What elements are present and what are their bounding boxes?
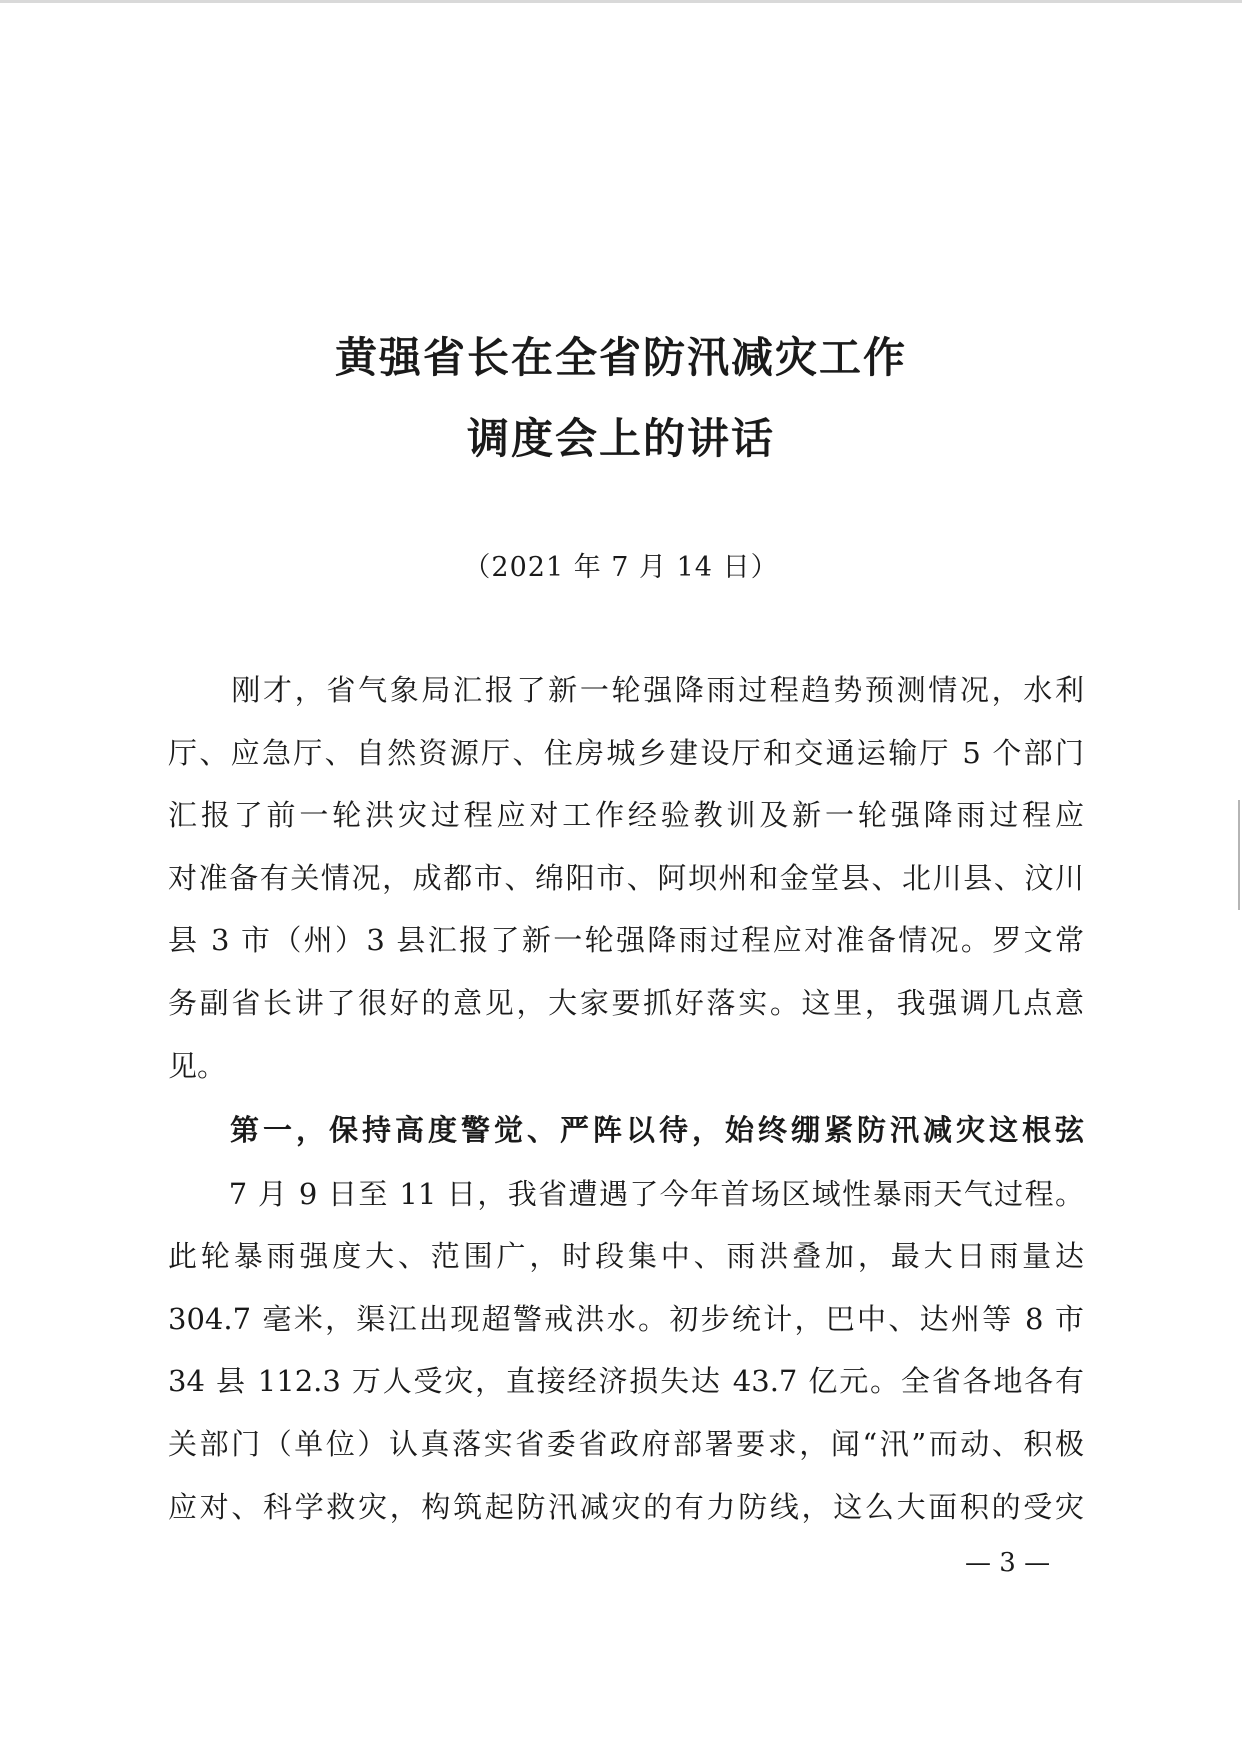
paragraph-2-line-3: 304.7 毫米，渠江出现超警戒洪水。初步统计，巴中、达州等 8 市 bbox=[168, 1302, 1084, 1336]
paragraph-1-line-2: 厅、应急厅、自然资源厅、住房城乡建设厅和交通运输厅 5 个部门 bbox=[168, 736, 1084, 770]
page-number: — 3 — bbox=[965, 1548, 1051, 1578]
paragraph-1-line-5: 县 3 市（州）3 县汇报了新一轮强降雨过程应对准备情况。罗文常 bbox=[168, 923, 1084, 957]
paragraph-2-line-1: 7 月 9 日至 11 日，我省遭遇了今年首场区域性暴雨天气过程。 bbox=[168, 1177, 1084, 1211]
section-heading-1: 第一，保持高度警觉、严阵以待，始终绷紧防汛减灾这根弦 bbox=[230, 1113, 1084, 1147]
scan-edge-top bbox=[0, 0, 1242, 3]
document-title-line-2: 调度会上的讲话 bbox=[466, 414, 775, 463]
paragraph-2-line-5: 关部门（单位）认真落实省委省政府部署要求，闻“汛”而动、积极 bbox=[168, 1427, 1084, 1461]
paragraph-1-line-1: 刚才，省气象局汇报了新一轮强降雨过程趋势预测情况，水利 bbox=[168, 673, 1084, 707]
paragraph-2-line-2: 此轮暴雨强度大、范围广，时段集中、雨洪叠加，最大日雨量达 bbox=[168, 1239, 1084, 1273]
paragraph-1-line-3: 汇报了前一轮洪灾过程应对工作经验教训及新一轮强降雨过程应 bbox=[168, 798, 1084, 832]
paragraph-1-line-7: 见。 bbox=[168, 1049, 227, 1083]
paragraph-1-line-4: 对准备有关情况，成都市、绵阳市、阿坝州和金堂县、北川县、汶川 bbox=[168, 861, 1084, 895]
speech-date: （2021 年 7 月 14 日） bbox=[463, 552, 779, 583]
paragraph-2-line-6: 应对、科学救灾，构筑起防汛减灾的有力防线，这么大面积的受灾 bbox=[168, 1490, 1084, 1524]
paragraph-2-line-4: 34 县 112.3 万人受灾，直接经济损失达 43.7 亿元。全省各地各有 bbox=[168, 1364, 1084, 1398]
scan-mark-right bbox=[1238, 800, 1240, 910]
document-title-line-1: 黄强省长在全省防汛减灾工作 bbox=[334, 333, 907, 382]
paragraph-1-line-6: 务副省长讲了很好的意见，大家要抓好落实。这里，我强调几点意 bbox=[168, 986, 1084, 1020]
